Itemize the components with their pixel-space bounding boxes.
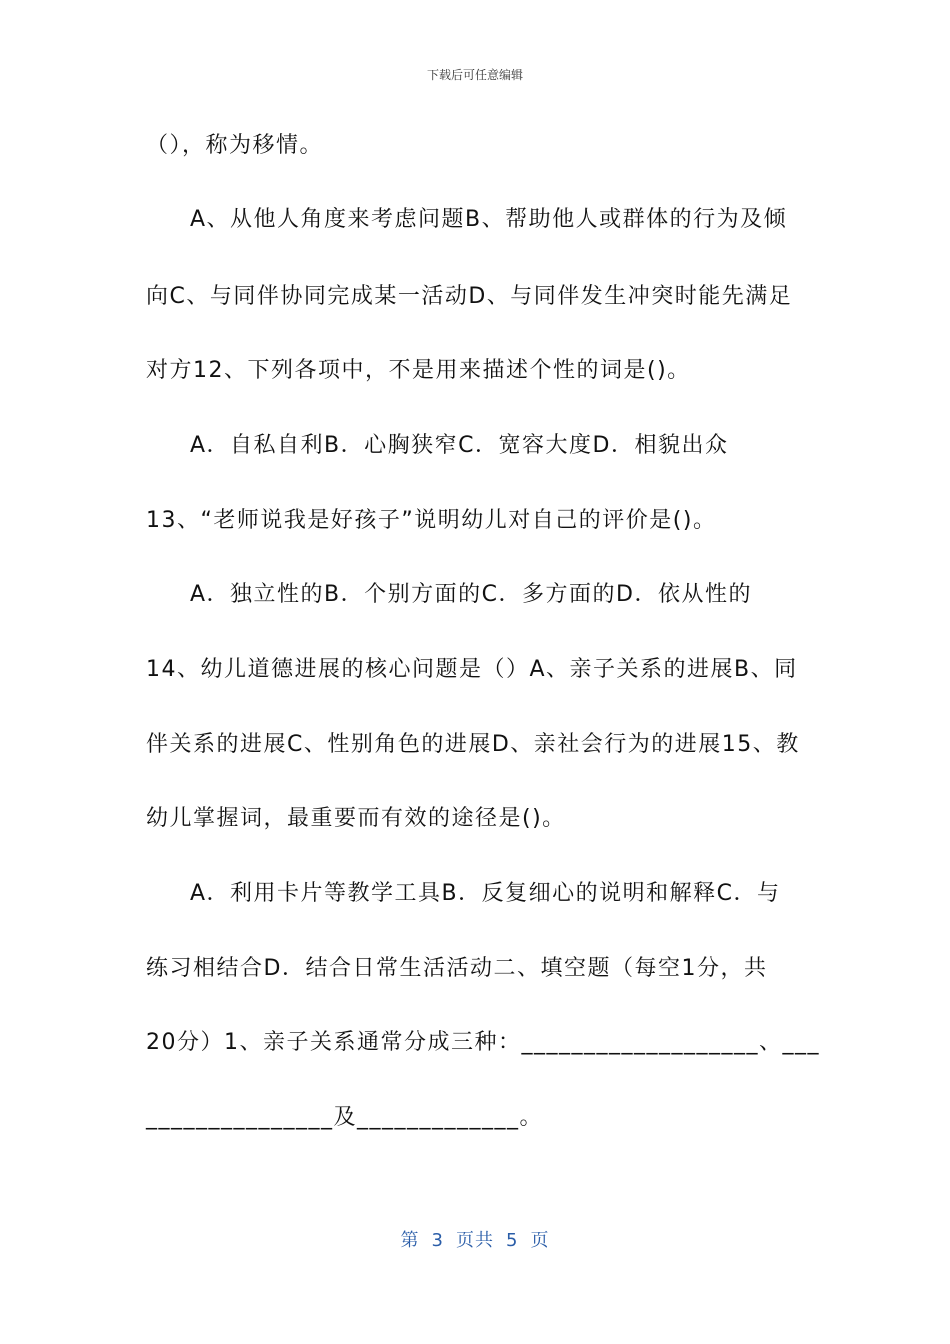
footer-total-pages: 5 xyxy=(506,1230,519,1251)
footer-prefix: 第 xyxy=(400,1230,420,1251)
footer-middle: 页共 xyxy=(456,1230,494,1251)
text-line-9: 伴关系的进展C、性别角色的进展D、亲社会行为的进展15、教 xyxy=(146,732,800,757)
text-line-3: 向C、与同伴协同完成某一活动D、与同伴发生冲突时能先满足 xyxy=(146,284,793,309)
page-header-note: 下载后可任意编辑 xyxy=(426,68,523,82)
footer-current-page: 3 xyxy=(431,1230,444,1251)
text-line-2: A、从他人角度来考虑问题B、帮助他人或群体的行为及倾 xyxy=(190,207,788,232)
text-line-5: A．自私自利B．心胸狭窄C．宽容大度D．相貌出众 xyxy=(190,433,729,458)
text-line-10: 幼儿掌握词，最重要而有效的途径是()。 xyxy=(146,806,566,831)
text-line-13: 20分）1、亲子关系通常分成三种：___________________、___ xyxy=(146,1030,820,1055)
text-line-11: A．利用卡片等教学工具B．反复细心的说明和解释C．与 xyxy=(190,881,781,906)
text-line-12: 练习相结合D．结合日常生活活动二、填空题（每空1分，共 xyxy=(146,956,768,981)
text-line-8: 14、幼儿道德进展的核心问题是（）A、亲子关系的进展B、同 xyxy=(146,657,798,682)
text-line-6: 13、“老师说我是好孩子”说明幼儿对自己的评价是()。 xyxy=(146,508,717,533)
text-line-1: （），称为移情。 xyxy=(146,133,324,158)
text-line-7: A．独立性的B．个别方面的C．多方面的D．依从性的 xyxy=(190,582,752,607)
footer-suffix: 页 xyxy=(530,1230,550,1251)
text-line-14: _______________及_____________。 xyxy=(146,1105,544,1130)
text-line-4: 对方12、下列各项中，不是用来描述个性的词是()。 xyxy=(146,358,691,383)
page-footer xyxy=(0,1226,950,1252)
